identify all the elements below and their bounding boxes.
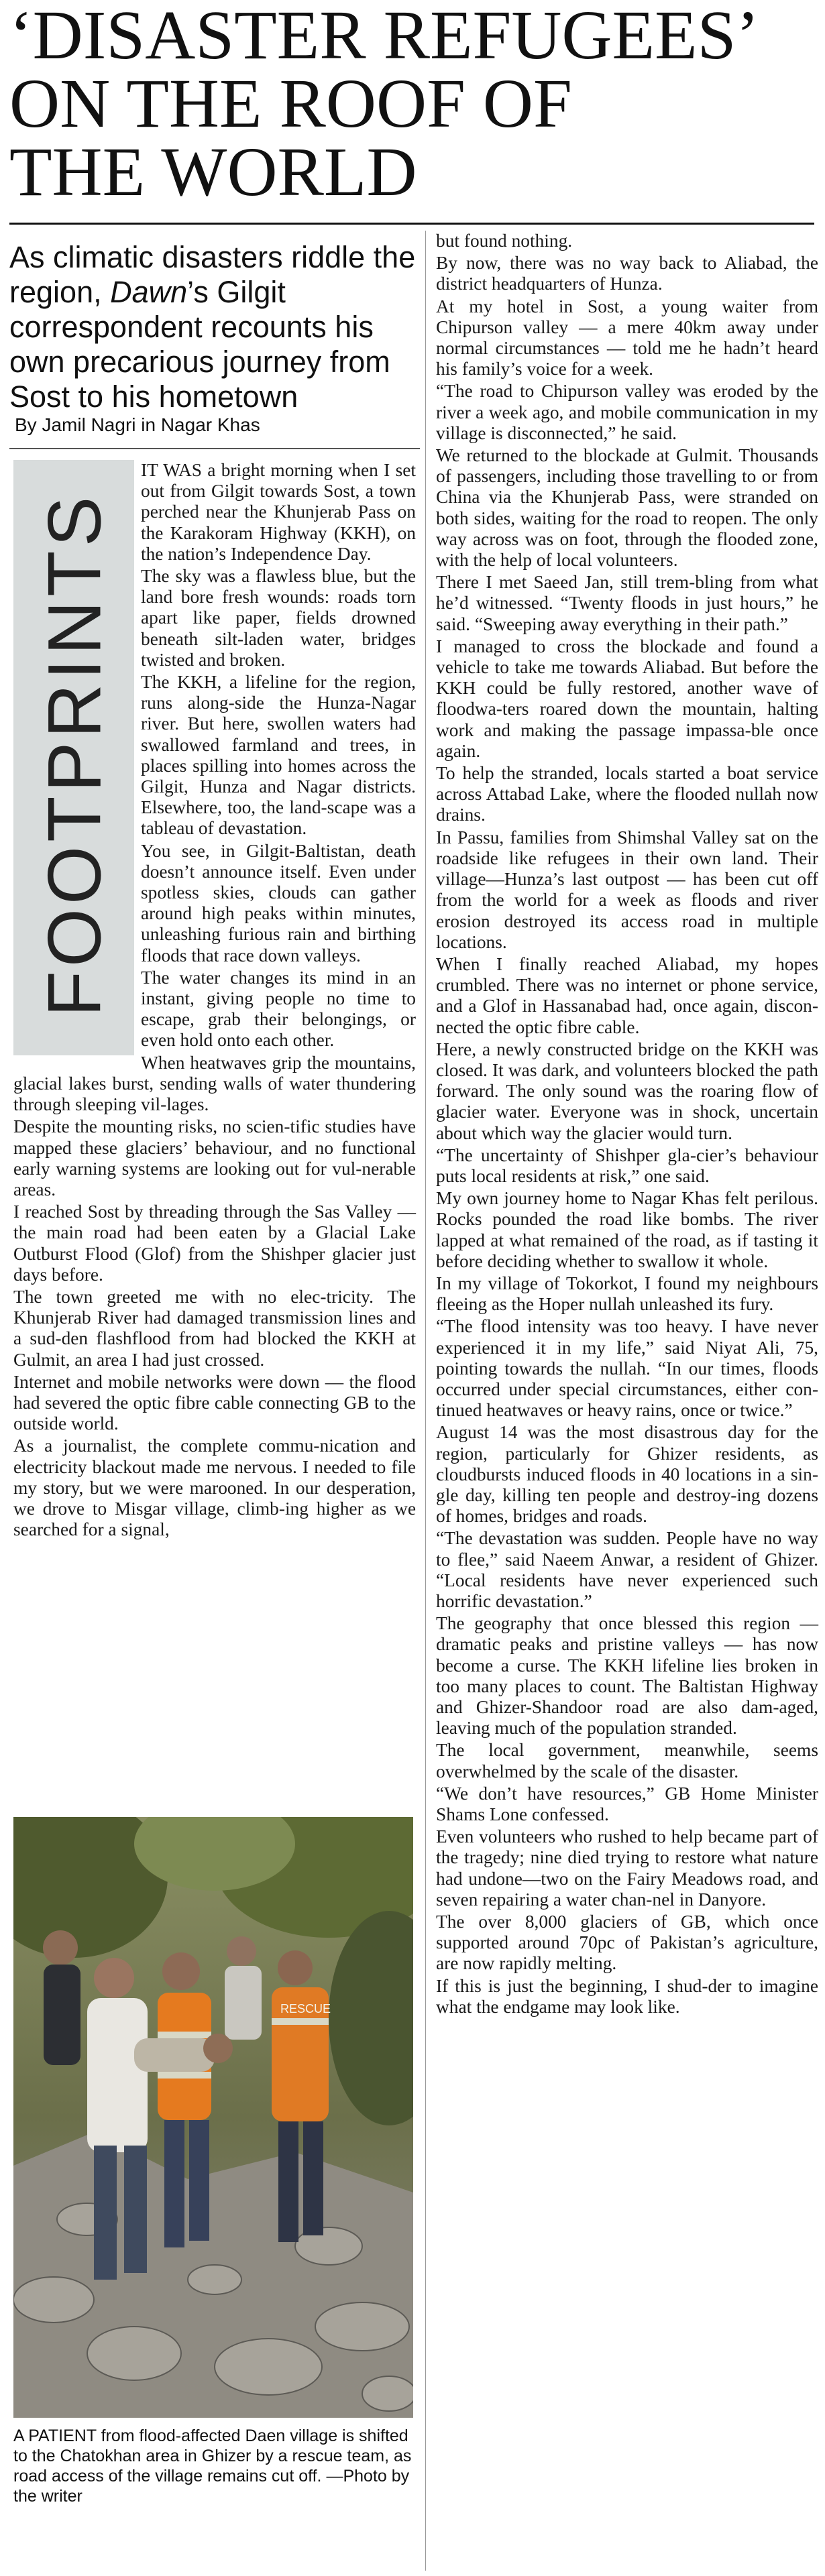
- paragraph: “The road to Chipurson valley was eroded by the river a week ago, and mobile communication in my village is disconnected,” he said.: [436, 381, 818, 443]
- paragraph: The local government, meanwhile, seems overwhelmed by the scale of the disaster.: [436, 1740, 818, 1781]
- standfirst: [9, 240, 420, 414]
- paragraph: “The devastation was sudden. People have no way to flee,” said Naeem Anwar, a resident of Ghizer. “Local residents have never experienced such horrific devastation.”: [436, 1528, 818, 1611]
- paragraph: IT WAS a bright morning when I set out from Gilgit towards Sost, a town perched near the Khunjerab Pass on the Karakoram Highway (KKH), on the nation’s Independence Day.: [141, 460, 416, 564]
- paragraph: Despite the mounting risks, no scien-tific studies have mapped these glaciers’ behaviour, and no functional early warning systems are looking out for vul-nerable areas.: [13, 1116, 416, 1199]
- paragraph: At my hotel in Sost, a young waiter from Chipurson valley — a mere 40km away under normal circumstances — told me he hadn’t heard his family’s voice for a week.: [436, 296, 818, 379]
- paragraph: When I finally reached Aliabad, my hopes crumbled. There was no internet or phone service, and a Glof in Hassanabad had, once again, discon-nected the optic fibre cable.: [436, 953, 818, 1037]
- paragraph: To help the stranded, locals started a boat service across Attabad Lake, where the flooded nullah now drains.: [436, 763, 818, 825]
- headline-line-2: ON THE ROOF OF: [9, 65, 572, 142]
- byline-rule: [9, 448, 420, 449]
- paragraph: Even volunteers who rushed to help became part of the tragedy; nine died trying to restore what nature had undone—two on the Fairy Meadows road, and seven repairing a water chan-nel in Danyore.: [436, 1826, 818, 1910]
- rescue-photo: [13, 1817, 413, 2418]
- photo-caption: A PATIENT from flood-affected Daen village is shifted to the Chatokhan area in Ghizer by a rescue team, as road access of the village remains cut off. —Photo by the writer: [13, 2426, 412, 2506]
- paragraph: I managed to cross the blockade and found a vehicle to take me towards Aliabad. But before the KKH could be fully restored, another wave of floodwa-ters roared down the mountain, halting work and making the passage impassa-ble once again.: [436, 636, 818, 761]
- column-divider: [425, 231, 426, 2571]
- paragraph: You see, in Gilgit-Baltistan, death doesn’t announce itself. Even under spotless skies, clouds can gather around high peaks within minutes, unleashing furious rain and birthing floods that race down valleys.: [141, 840, 416, 965]
- paragraph: “The flood intensity was too heavy. I have never experienced it in my life,” said Niyat Ali, 75, pointing towards the nullah. “In our times, floods occurred under special circumstances, either con-tinued heatwaves or heavy rains, once or twice.”: [436, 1316, 818, 1421]
- paragraph: “The uncertainty of Shishper gla-cier’s behaviour puts local residents at risk,” one said.: [436, 1145, 818, 1186]
- paragraph: The over 8,000 glaciers of GB, which once supported around 70pc of Pakistan’s agriculture, are now rapidly melting.: [436, 1912, 818, 1974]
- headline-line-1: ‘DISASTER REFUGEES’: [9, 0, 760, 74]
- paragraph: Here, a newly constructed bridge on the KKH was closed. It was dark, and volunteers blocked the path forward. The only sound was the roaring flow of glacier water. Everyone was in shock, uncertain about which way the glacier would turn.: [436, 1039, 818, 1143]
- paragraph: but found nothing.: [436, 231, 573, 251]
- rescue-photo-illustration: [13, 1817, 413, 2418]
- paragraph: The geography that once blessed this region — dramatic peaks and pristine valleys — has now become a curse. The KKH lifeline lies broken in too many places to count. The Baltistan Highway and Ghizer-Shandoor road are also dam-aged, leaving much of the population stranded.: [436, 1613, 818, 1739]
- paragraph: If this is just the beginning, I shud-der to imagine what the endgame may look like.: [436, 1975, 818, 2017]
- byline: By Jamil Nagri in Nagar Khas: [15, 414, 260, 435]
- paragraph: Internet and mobile networks were down — the flood had severed the optic fibre cable connecting GB to the outside world.: [13, 1371, 416, 1434]
- paragraph: In Passu, families from Shimshal Valley sat on the roadside like refugees in their own land. Their village—Hunza’s last outpost — has been cut off from the world for a week as floods and river erosion destroyed its access road in multiple locations.: [436, 827, 818, 952]
- paragraph: The sky was a flawless blue, but the land bore fresh wounds: roads torn apart like paper, fields drowned beneath silt-laden water, bridges twisted and broken.: [141, 566, 416, 670]
- headline-line-3: THE WORLD: [9, 133, 417, 211]
- vest-text: RESCUE: [280, 2002, 331, 2015]
- standfirst-italic: Dawn: [110, 275, 188, 309]
- headline: [9, 0, 814, 211]
- paragraph: There I met Saeed Jan, still trem-bling from what he’d witnessed. “Twenty floods in just hours,” he said. “Sweeping away everything in their path.”: [436, 572, 818, 634]
- article-column-a: [13, 460, 416, 1540]
- paragraph: I reached Sost by threading through the Sas Valley — the main road had been eaten by a Glacial Lake Outburst Flood (Glof) from the Shishper glacier just days before.: [13, 1202, 416, 1285]
- section-label: FOOTPRINTS: [32, 493, 117, 1017]
- paragraph: The KKH, a lifeline for the region, runs along-side the Hunza-Nagar river. But here, swollen waters had swallowed farmland and trees, in places spilling into homes across the Gilgit, Hunza and Nagar districts. Elsewhere, too, the land-scape was a tableau of devastation.: [141, 672, 416, 839]
- paragraph: The town greeted me with no elec-tricity. The Khunjerab River had damaged transmission lines and a sud-den flashflood from had blocked the KKH at Gulmit, an area I had just crossed.: [13, 1286, 416, 1370]
- paragraph: My own journey home to Nagar Khas felt perilous. Rocks pounded the road like bombs. The river lapped at what remained of the road, as if tasting it before deciding whether to swallow it whole.: [436, 1188, 818, 1271]
- standfirst-before: As climatic disasters riddle the region,: [9, 240, 416, 309]
- standfirst-after: ’s Gilgit correspondent recounts his own precarious journey from Sost to his hometown: [9, 275, 390, 414]
- paragraph: The water changes its mind in an instant, giving people no time to escape, grab their belongings, or even hold onto each other.: [141, 967, 416, 1051]
- paragraph: By now, there was no way back to Aliabad, the district headquarters of Hunza.: [436, 253, 818, 294]
- headline-rule: [9, 223, 814, 225]
- article-column-b: [436, 231, 818, 2017]
- paragraph: “We don’t have resources,” GB Home Minister Shams Lone confessed.: [436, 1783, 818, 1825]
- paragraph: In my village of Tokorkot, I found my neighbours fleeing as the Hoper nullah unleashed its fury.: [436, 1273, 818, 1315]
- paragraph: August 14 was the most disastrous day for the region, particularly for Ghizer residents, as cloudbursts induced floods in 40 locations in a sin-gle day, killing ten people and destroy-ing dozens of homes, bridges and roads.: [436, 1422, 818, 1527]
- section-label-box: [13, 460, 134, 1055]
- paragraph: When heatwaves grip the mountains, glacial lakes burst, sending walls of water thundering through sleeping vil-lages.: [13, 1052, 416, 1115]
- paragraph: We returned to the blockade at Gulmit. Thousands of passengers, including those travelling to or from China via the Khunjerab Pass, were stranded on both sides, waiting for the road to reopen. The only way across was on foot, through the flooded zone, with the help of local volunteers.: [436, 445, 818, 571]
- paragraph: As a journalist, the complete commu-nication and electricity blackout made me nervous. I needed to file my story, but we were marooned. In our desperation, we drove to Misgar village, climb-ing higher as we searched for a signal,: [13, 1436, 416, 1540]
